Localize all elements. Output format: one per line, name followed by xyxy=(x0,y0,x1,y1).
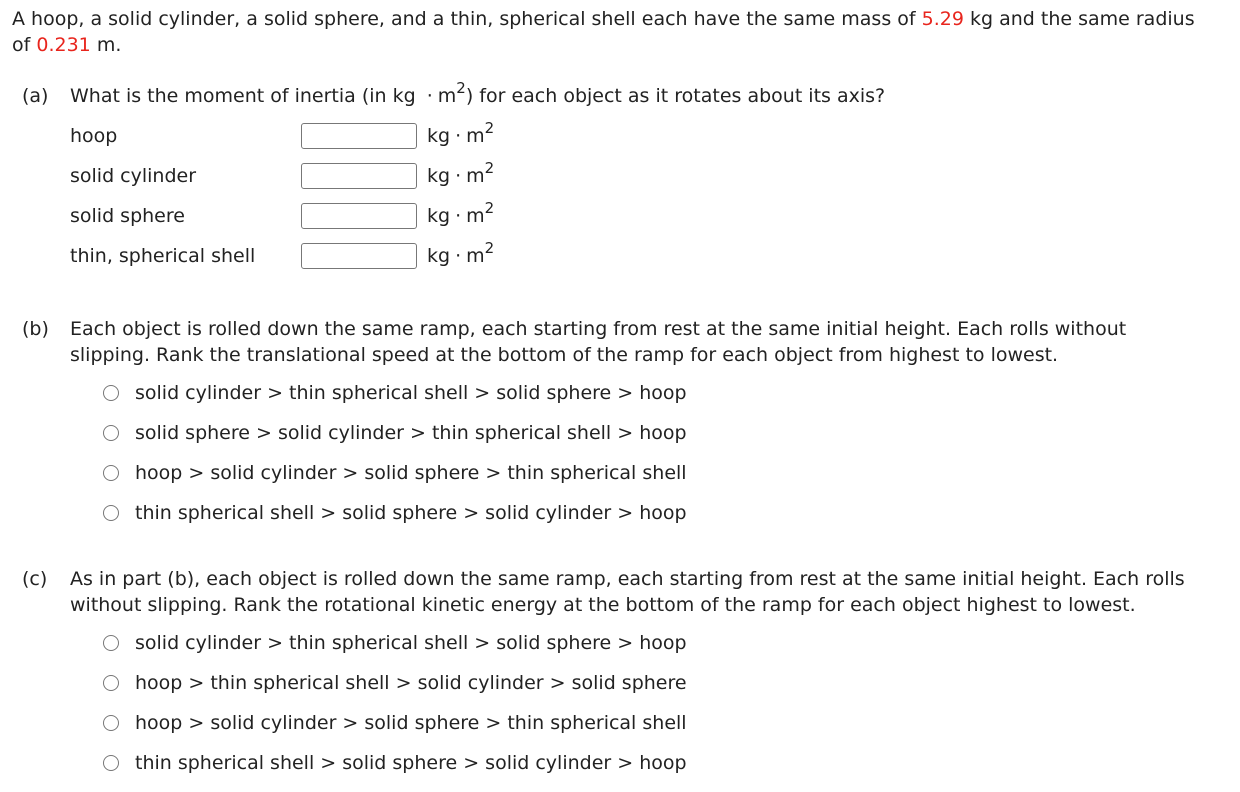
unit-m: m xyxy=(466,205,485,227)
option-label: hoop > thin spherical shell > solid cylinder > solid sphere xyxy=(135,672,687,694)
radio-button[interactable] xyxy=(103,675,119,691)
option-label: hoop > solid cylinder > solid sphere > thin spherical shell xyxy=(135,712,687,734)
part-c-question: As in part (b), each object is rolled down the same ramp, each starting from rest at the same initial height. Each rolls without slipping. Rank the rotational kinetic energy at the bottom of the ramp for each object highest to lowest. xyxy=(70,568,1185,616)
part-b-option-3[interactable] xyxy=(103,460,687,486)
mass-value: 5.29 xyxy=(921,8,964,30)
unit-exponent: 2 xyxy=(456,78,466,97)
part-b-option-4[interactable] xyxy=(103,500,687,526)
part-a-label: (a) xyxy=(22,85,49,107)
unit-dot: · xyxy=(455,165,462,187)
radio-button[interactable] xyxy=(103,635,119,651)
hoop-unit xyxy=(427,118,495,149)
unit-exponent: 2 xyxy=(484,118,495,137)
unit-exponent: 2 xyxy=(484,158,495,177)
part-c-option-1[interactable] xyxy=(103,630,687,656)
radio-button[interactable] xyxy=(103,425,119,441)
part-b-label: (b) xyxy=(22,318,49,340)
unit-kg: kg xyxy=(427,125,451,147)
option-label: thin spherical shell > solid sphere > solid cylinder > hoop xyxy=(135,752,687,774)
unit-dot: · xyxy=(455,245,462,267)
radio-button[interactable] xyxy=(103,715,119,731)
solid-sphere-label: solid sphere xyxy=(70,205,185,227)
part-c-option-2[interactable] xyxy=(103,670,687,696)
solid-cylinder-unit xyxy=(427,158,495,189)
option-label: solid cylinder > thin spherical shell > solid sphere > hoop xyxy=(135,382,687,404)
unit-m: m xyxy=(466,245,485,267)
option-label: thin spherical shell > solid sphere > solid cylinder > hoop xyxy=(135,502,687,524)
radio-button[interactable] xyxy=(103,385,119,401)
part-b-question: Each object is rolled down the same ramp, each starting from rest at the same initial height. Each rolls without slipping. Rank the translational speed at the bottom of the ramp for each object from highest to lowest. xyxy=(70,318,1127,366)
unit-m: m xyxy=(466,125,485,147)
thin-spherical-shell-label: thin, spherical shell xyxy=(70,245,256,267)
solid-cylinder-label: solid cylinder xyxy=(70,165,197,187)
part-a-question xyxy=(70,78,886,109)
solid-sphere-input[interactable] xyxy=(301,203,417,229)
unit-m: m xyxy=(466,165,485,187)
part-b-option-2[interactable] xyxy=(103,420,687,446)
solid-cylinder-input[interactable] xyxy=(301,163,417,189)
thin-spherical-shell-unit xyxy=(427,238,495,269)
intro-text-2: kg and the same radius of xyxy=(12,8,1195,56)
problem-statement xyxy=(12,6,1212,58)
option-label: solid cylinder > thin spherical shell > solid sphere > hoop xyxy=(135,632,687,654)
intro-text-3: m. xyxy=(96,34,122,56)
part-c-option-3[interactable] xyxy=(103,710,687,736)
part-b-option-1[interactable] xyxy=(103,380,687,406)
unit-kg: kg xyxy=(427,205,451,227)
intro-text-1: A hoop, a solid cylinder, a solid sphere, and a thin, spherical shell each have the same mass of xyxy=(12,8,916,30)
solid-sphere-unit xyxy=(427,198,495,229)
hoop-input[interactable] xyxy=(301,123,417,149)
option-label: solid sphere > solid cylinder > thin spherical shell > hoop xyxy=(135,422,687,444)
unit-kg: kg xyxy=(427,245,451,267)
thin-spherical-shell-input[interactable] xyxy=(301,243,417,269)
unit-exponent: 2 xyxy=(484,198,495,217)
part-c-label: (c) xyxy=(22,568,48,590)
unit-dot: · xyxy=(426,85,433,107)
radius-value: 0.231 xyxy=(36,34,91,56)
part-a-question-start: What is the moment of inertia (in kg xyxy=(70,85,416,107)
part-c-option-4[interactable] xyxy=(103,750,687,776)
radio-button[interactable] xyxy=(103,465,119,481)
radio-button[interactable] xyxy=(103,505,119,521)
unit-kg: kg xyxy=(427,165,451,187)
part-a-question-end: ) for each object as it rotates about its axis? xyxy=(465,85,886,107)
radio-button[interactable] xyxy=(103,755,119,771)
option-label: hoop > solid cylinder > solid sphere > thin spherical shell xyxy=(135,462,687,484)
unit-dot: · xyxy=(455,205,462,227)
unit-m: m xyxy=(437,85,457,107)
hoop-label: hoop xyxy=(70,125,118,147)
unit-dot: · xyxy=(455,125,462,147)
unit-exponent: 2 xyxy=(484,238,495,257)
